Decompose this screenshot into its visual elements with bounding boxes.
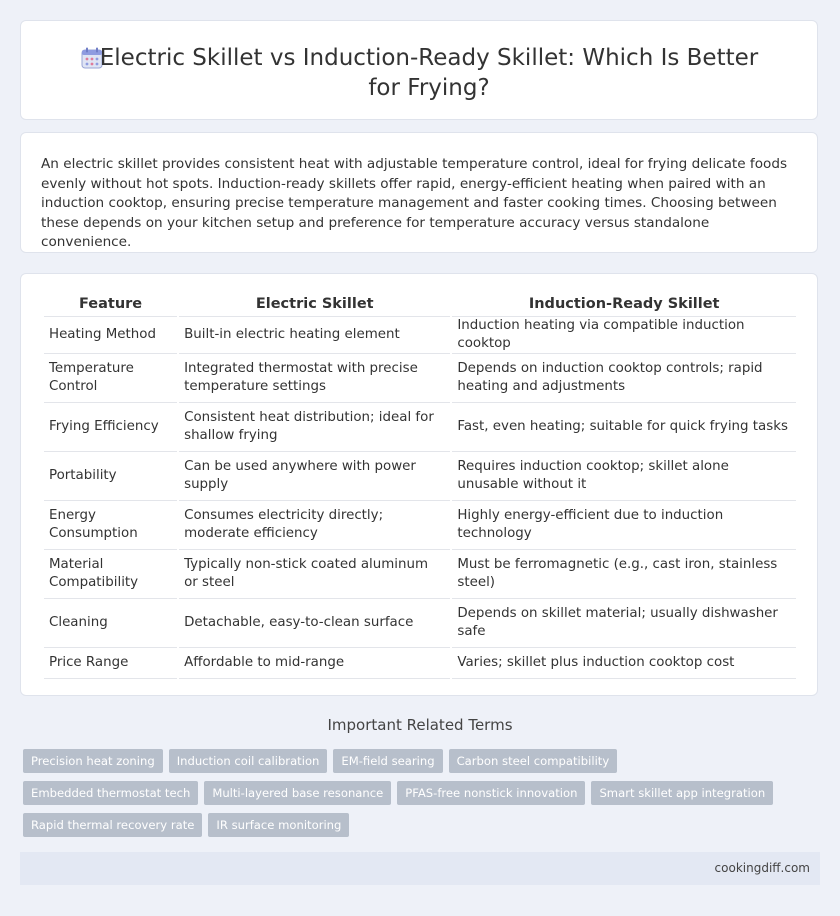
comparison-table xyxy=(42,292,798,679)
footer-site: cookingdiff.com xyxy=(714,861,810,875)
related-term-tag[interactable]: PFAS-free nonstick innovation xyxy=(397,781,585,805)
table-row xyxy=(44,648,796,679)
cell-feature: Cleaning xyxy=(44,599,177,648)
page-title: Electric Skillet vs Induction-Ready Skillet: Which Is Better for Frying? xyxy=(99,45,759,101)
cell-feature: Heating Method xyxy=(44,317,177,354)
cell-electric: Integrated thermostat with precise temperature settings xyxy=(179,354,450,403)
table-row xyxy=(44,599,796,648)
table-row xyxy=(44,501,796,550)
title-card xyxy=(20,20,818,120)
header-induction-skillet: Induction-Ready Skillet xyxy=(452,292,796,317)
related-term-tag[interactable]: Multi-layered base resonance xyxy=(204,781,391,805)
cell-induction: Must be ferromagnetic (e.g., cast iron, stainless steel) xyxy=(452,550,796,599)
cell-induction: Depends on skillet material; usually dishwasher safe xyxy=(452,599,796,648)
header-feature: Feature xyxy=(44,292,177,317)
related-term-tag[interactable]: Embedded thermostat tech xyxy=(23,781,198,805)
cell-induction: Varies; skillet plus induction cooktop cost xyxy=(452,648,796,679)
related-term-tag[interactable]: Smart skillet app integration xyxy=(591,781,773,805)
related-term-tag[interactable]: EM-field searing xyxy=(333,749,442,773)
cell-feature: Material Compatibility xyxy=(44,550,177,599)
related-term-tag[interactable]: Precision heat zoning xyxy=(23,749,163,773)
table-header-row xyxy=(44,292,796,317)
cell-electric: Affordable to mid-range xyxy=(179,648,450,679)
cell-induction: Depends on induction cooktop controls; rapid heating and adjustments xyxy=(452,354,796,403)
cell-feature: Temperature Control xyxy=(44,354,177,403)
cell-induction: Requires induction cooktop; skillet alone unusable without it xyxy=(452,452,796,501)
comparison-table-card xyxy=(20,273,818,696)
cell-feature: Frying Efficiency xyxy=(44,403,177,452)
related-term-tag[interactable]: Carbon steel compatibility xyxy=(449,749,618,773)
cell-electric: Detachable, easy-to-clean surface xyxy=(179,599,450,648)
summary-text: An electric skillet provides consistent heat with adjustable temperature control, ideal for frying delicate foods evenly without hot spots. Induction-ready skillets offer rapid, energy-efficient heating when paired with an induction cooktop, ensuring precise temperature management and faster cooking times. Choosing between these depends on your kitchen setup and preference for temperature accuracy versus standalone convenience. xyxy=(41,156,788,250)
cell-electric: Consistent heat distribution; ideal for shallow frying xyxy=(179,403,450,452)
cell-electric: Can be used anywhere with power supply xyxy=(179,452,450,501)
summary-card xyxy=(20,132,818,253)
related-term-tag[interactable]: IR surface monitoring xyxy=(208,813,349,837)
cell-induction: Induction heating via compatible induction cooktop xyxy=(452,317,796,354)
footer xyxy=(20,852,820,885)
cell-electric: Consumes electricity directly; moderate efficiency xyxy=(179,501,450,550)
cell-electric: Built-in electric heating element xyxy=(179,317,450,354)
cell-feature: Energy Consumption xyxy=(44,501,177,550)
cell-induction: Fast, even heating; suitable for quick frying tasks xyxy=(452,403,796,452)
related-terms-title: Important Related Terms xyxy=(327,716,513,734)
related-term-tag[interactable]: Induction coil calibration xyxy=(169,749,328,773)
related-terms-list xyxy=(23,749,783,845)
cell-electric: Typically non-stick coated aluminum or steel xyxy=(179,550,450,599)
cell-feature: Price Range xyxy=(44,648,177,679)
table-row xyxy=(44,403,796,452)
header-electric-skillet: Electric Skillet xyxy=(179,292,450,317)
table-row xyxy=(44,354,796,403)
cell-induction: Highly energy-efficient due to induction technology xyxy=(452,501,796,550)
table-row xyxy=(44,452,796,501)
table-row xyxy=(44,550,796,599)
cell-feature: Portability xyxy=(44,452,177,501)
table-row xyxy=(44,317,796,354)
related-term-tag[interactable]: Rapid thermal recovery rate xyxy=(23,813,202,837)
